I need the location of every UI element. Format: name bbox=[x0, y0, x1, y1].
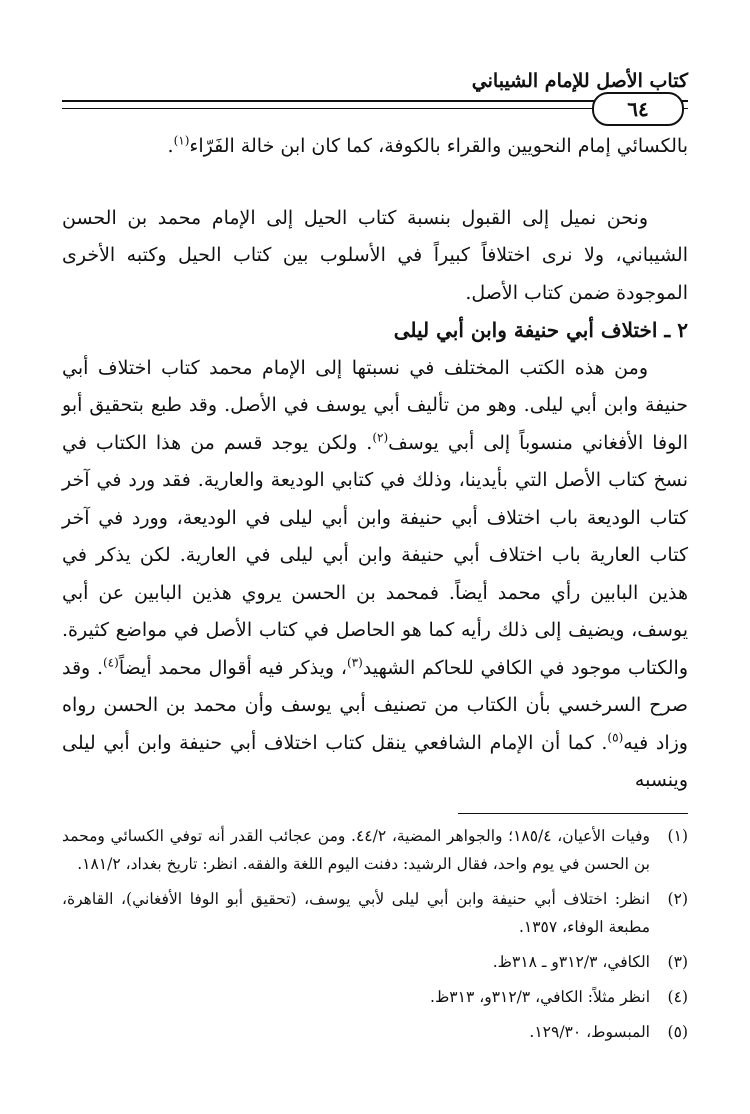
footnote-number: (١) bbox=[667, 827, 688, 845]
footnote-separator bbox=[458, 813, 688, 814]
footnote-number: (٢) bbox=[667, 890, 688, 908]
running-title: كتاب الأصل للإمام الشيباني bbox=[471, 70, 688, 92]
footnote-item bbox=[62, 822, 688, 878]
footnote-number: (٣) bbox=[667, 953, 688, 971]
footnote-number: (٥) bbox=[667, 1023, 688, 1041]
footnote-ref-3[interactable]: (٣) bbox=[346, 655, 363, 670]
footnote-text: انظر مثلاً: الكافي، ٣١٢/٣و، ٣١٣ظ. bbox=[430, 988, 650, 1006]
footnote-ref-5[interactable]: (٥) bbox=[607, 730, 624, 745]
paragraph-2 bbox=[62, 350, 688, 800]
paragraph-2-part-b: . ولكن يوجد قسم من هذا الكتاب في نسخ كتاب الأصل التي بأيدينا، وذلك في كتابي الوديعة والعارية. فقد ورد في آخر كتاب الوديعة باب اختلاف أبي حنيفة وابن أبي ليلى في الوديعة، وورد في آخر كتاب العارية باب اختلاف أبي حنيفة وابن أبي ليلى في العارية. لكن يذكر في هذين البابين رأي محمد أيضاً. فمحمد بن الحسن يروي هذين البابين عن أبي يوسف، ويضيف إلى ذلك رأيه كما هو الحاصل في كتاب الأصل في مواضع كثيرة. والكتاب موجود في الكافي للحاكم الشهيد bbox=[62, 431, 688, 679]
footnote-item bbox=[62, 1018, 688, 1046]
footnote-ref-2[interactable]: (٢) bbox=[372, 430, 389, 445]
footnote-ref-1[interactable]: (١) bbox=[173, 133, 190, 148]
continued-line-text: بالكسائي إمام النحويين والقراء بالكوفة، كما كان ابن خالة الفَرّاء bbox=[189, 135, 688, 157]
body-text bbox=[62, 128, 688, 800]
paragraph-2-part-c: ، ويذكر فيه أقوال محمد أيضاً bbox=[118, 656, 347, 679]
paragraph-2-part-e: . كما أن الإمام الشافعي ينقل كتاب اختلاف أبي حنيفة وابن أبي ليلى وينسبه bbox=[62, 731, 688, 791]
footnotes bbox=[62, 822, 688, 1053]
footnote-text: انظر: اختلاف أبي حنيفة وابن أبي ليلى لأبي يوسف، (تحقيق أبو الوفا الأفغاني)، القاهرة، مطبعة الوفاء، ١٣٥٧. bbox=[62, 890, 650, 936]
paragraph-2-part-d: . وقد صرح السرخسي بأن الكتاب من تصنيف أبي يوسف وأن محمد بن الحسن رواه وزاد فيه bbox=[62, 656, 688, 754]
section-heading: ٢ ـ اختلاف أبي حنيفة وابن أبي ليلى bbox=[393, 318, 688, 342]
page-number: ٦٤ bbox=[592, 92, 684, 126]
footnote-item bbox=[62, 885, 688, 941]
footnote-text: الكافي، ٣١٢/٣و ـ ٣١٨ظ. bbox=[492, 953, 650, 971]
paragraph-1: ونحن نميل إلى القبول بنسبة كتاب الحيل إلى الإمام محمد بن الحسن الشيباني، ولا نرى اختلافاً كبيراً في الأسلوب بين كتاب الحيل وكتبه الأخرى الموجودة ضمن كتاب الأصل. bbox=[62, 206, 688, 304]
paragraph-gap bbox=[62, 166, 688, 200]
footnote-item bbox=[62, 983, 688, 1011]
footnote-item bbox=[62, 948, 688, 976]
continued-line: بالكسائي إمام النحويين والقراء بالكوفة، كما كان ابن خالة الفَرّاء$^{(١)}$. bbox=[167, 133, 688, 157]
footnote-text: وفيات الأعيان، ١٨٥/٤؛ والجواهر المضية، ٤٤/٢. ومن عجائب القدر أنه توفي الكسائي ومحمد بن الحسن في يوم واحد، فقال الرشيد: دفنت اليوم اللغة والفقه. انظر: تاريخ بغداد، ١٨١/٢. bbox=[62, 827, 650, 873]
footnote-number: (٤) bbox=[667, 988, 688, 1006]
paragraph-2-part-a: ومن هذه الكتب المختلف في نسبتها إلى الإمام محمد كتاب اختلاف أبي حنيفة وابن أبي ليلى. وهو من تأليف أبي يوسف في الأصل. وقد طبع بتحقيق أبو الوفا الأفغاني منسوباً إلى أبي يوسف bbox=[62, 356, 688, 454]
footnote-ref-4[interactable]: (٤) bbox=[102, 655, 119, 670]
footnote-text: المبسوط، ١٢٩/٣٠. bbox=[529, 1023, 650, 1041]
